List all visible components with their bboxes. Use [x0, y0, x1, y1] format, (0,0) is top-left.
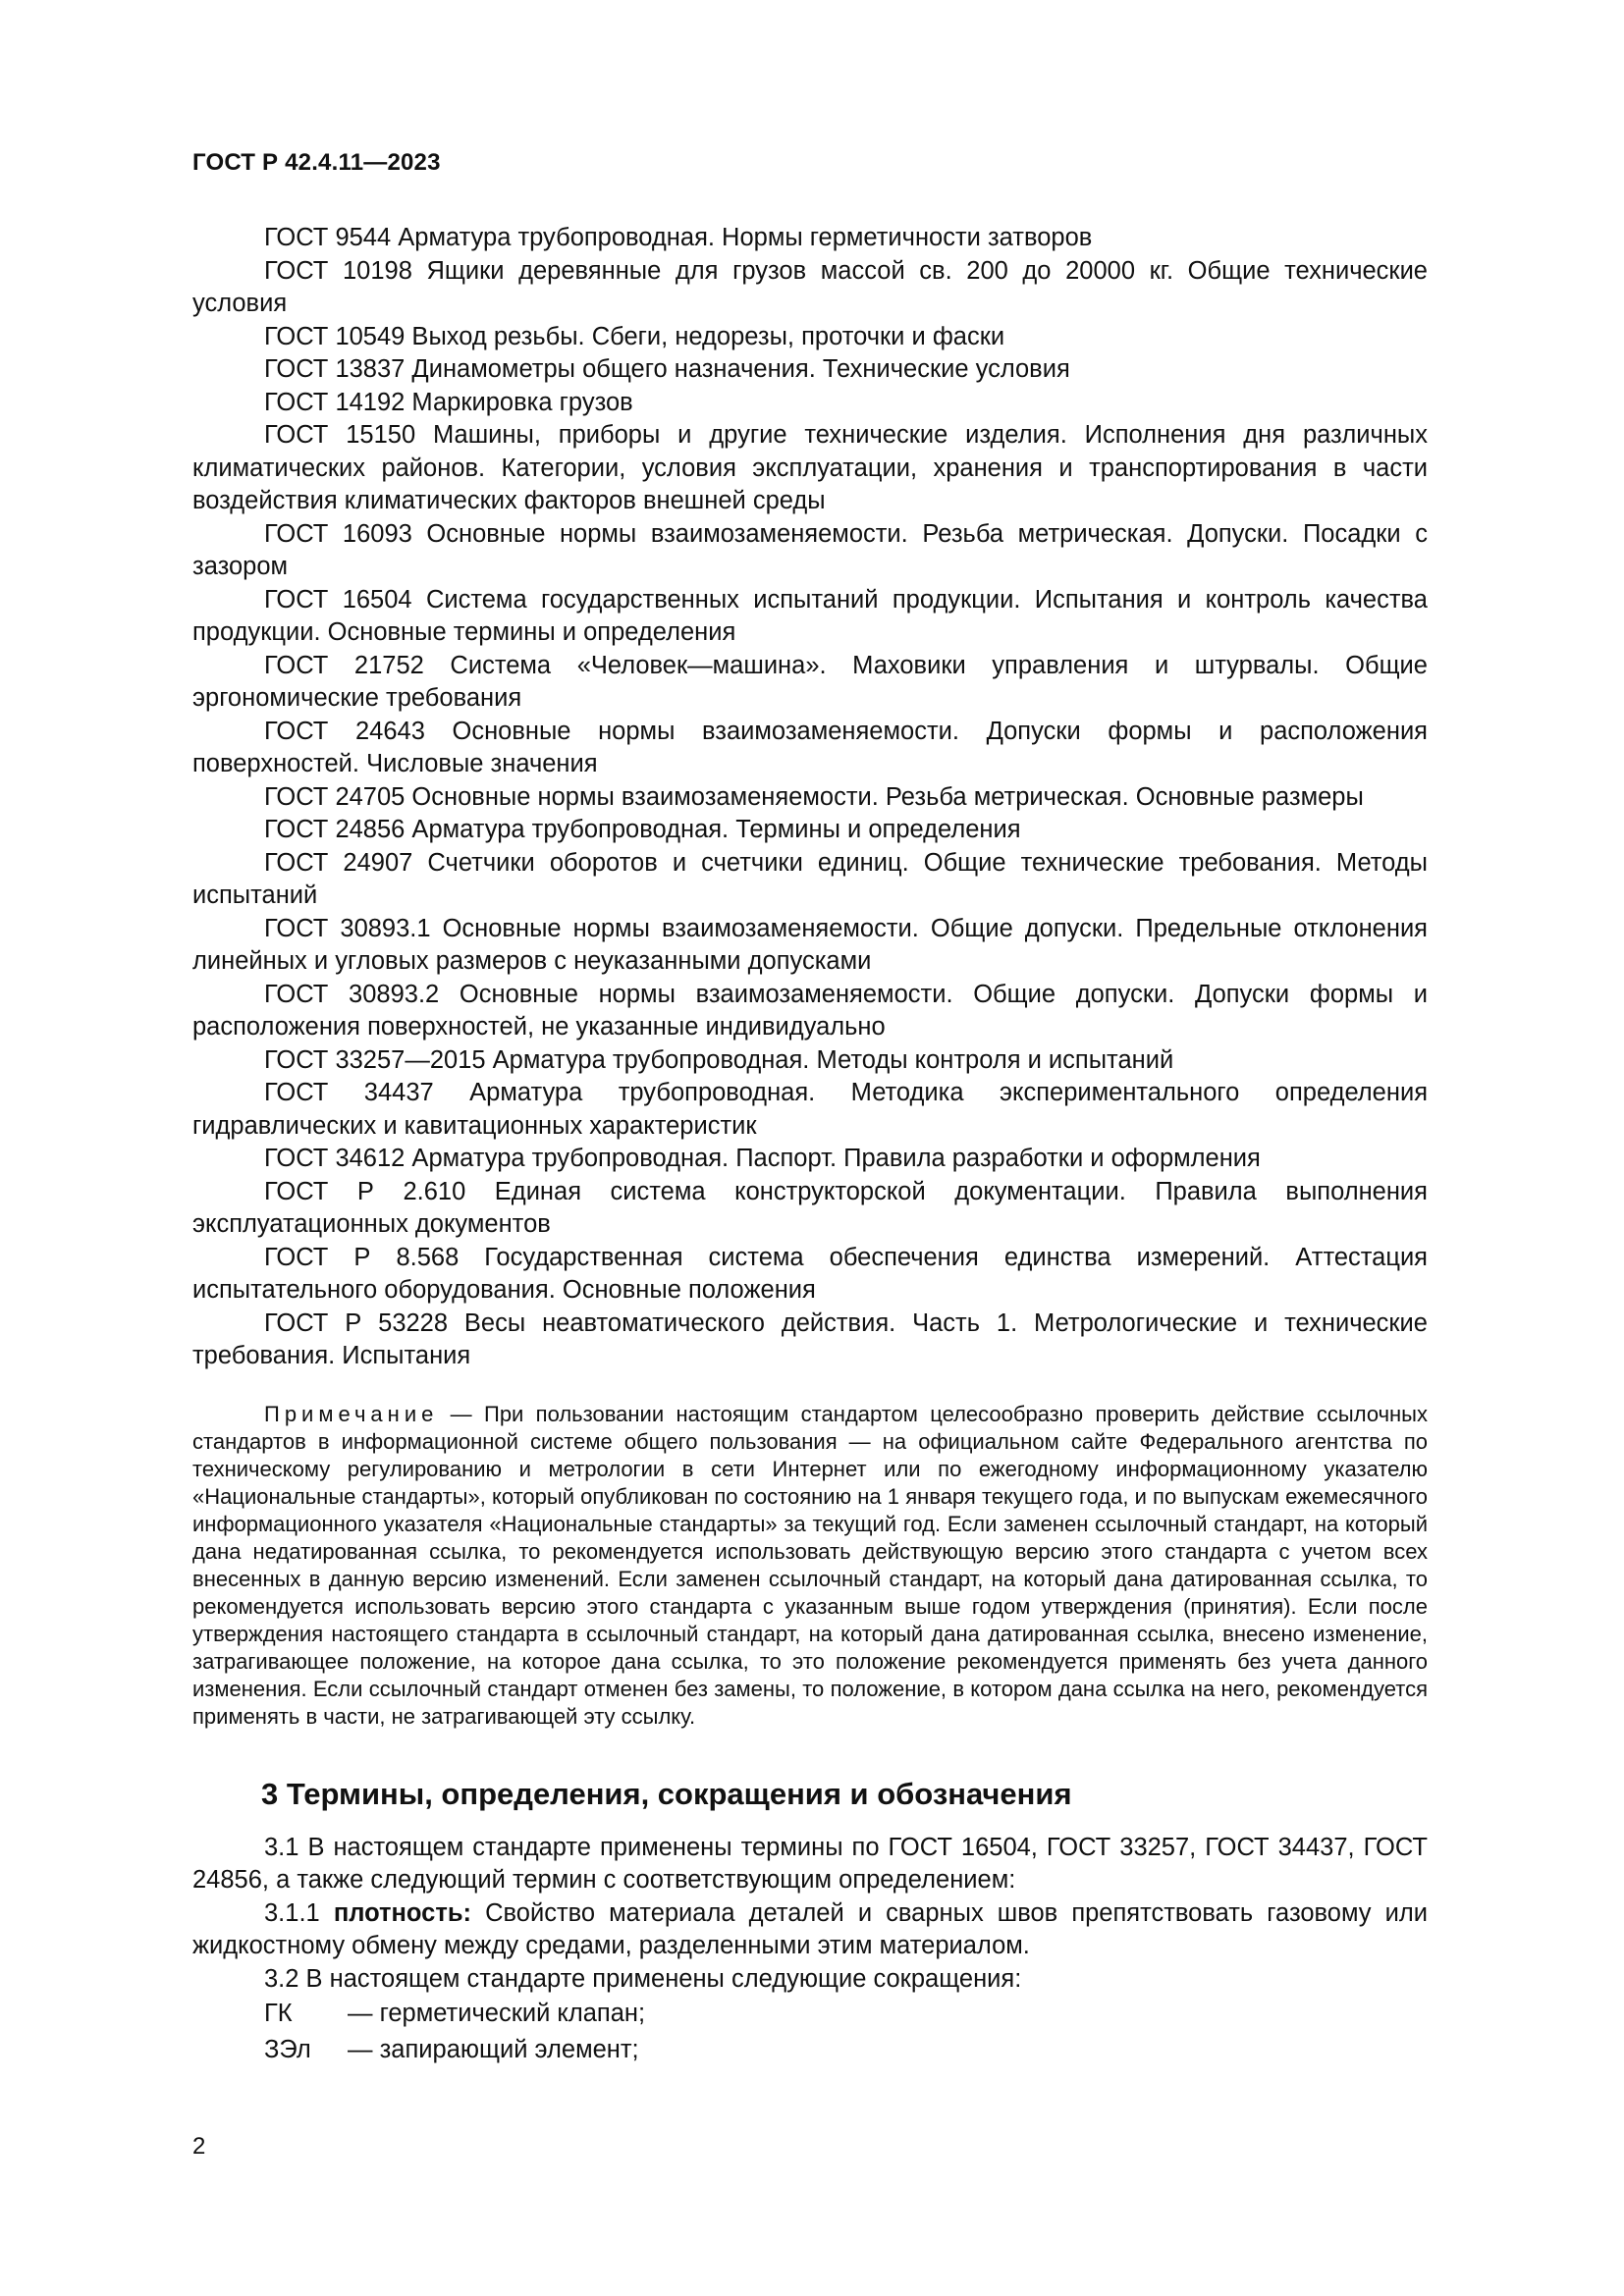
- document-header-id: ГОСТ Р 42.4.11—2023: [192, 149, 441, 176]
- term-density: плотность:: [333, 1898, 471, 1927]
- reference-item: ГОСТ Р 53228 Весы неавтоматического действия. Часть 1. Метрологические и технические требования. Испытания: [192, 1308, 1428, 1369]
- reference-item: ГОСТ 34437 Арматура трубопроводная. Методика экспериментального определения гидравлических и кавитационных характеристик: [192, 1079, 1428, 1140]
- references-note: [192, 1401, 1428, 1731]
- reference-item: ГОСТ 16093 Основные нормы взаимозаменяемости. Резьба метрическая. Допуски. Посадки с зазором: [192, 519, 1428, 580]
- reference-item: ГОСТ 30893.2 Основные нормы взаимозаменяемости. Общие допуски. Допуски формы и расположения поверхностей, не указанные индивидуально: [192, 980, 1428, 1041]
- page-number: 2: [192, 2133, 206, 2160]
- clause-3-1-1-number: 3.1.1: [264, 1898, 334, 1927]
- clause-3-2: 3.2 В настоящем стандарте применены следующие сокращения:: [264, 1964, 1022, 1993]
- normative-references-list: [192, 222, 1428, 1373]
- clause-3-1: 3.1 В настоящем стандарте применены термины по ГОСТ 16504, ГОСТ 33257, ГОСТ 34437, ГОСТ 24856, а также следующий термин с соответствующим определением:: [192, 1833, 1428, 1894]
- reference-item: ГОСТ 34612 Арматура трубопроводная. Паспорт. Правила разработки и оформления: [264, 1145, 1261, 1172]
- reference-item: ГОСТ 33257—2015 Арматура трубопроводная. Методы контроля и испытаний: [264, 1045, 1174, 1074]
- abbreviation-item: [192, 1996, 1428, 2032]
- term-density-definition: Свойство материала деталей и сварных швов препятствовать газовому или жидкостному обмену между средами, разделенными этим материалом.: [192, 1898, 1428, 1959]
- reference-item: ГОСТ Р 2.610 Единая система конструкторской документации. Правила выполнения эксплуатационных документов: [192, 1177, 1428, 1238]
- abbreviation-meaning: — герметический клапан;: [348, 2000, 646, 2027]
- reference-item: ГОСТ 9544 Арматура трубопроводная. Нормы герметичности затворов: [264, 224, 1093, 251]
- reference-item: ГОСТ 10198 Ящики деревянные для грузов массой св. 200 до 20000 кг. Общие технические условия: [192, 256, 1428, 317]
- reference-item: ГОСТ 24856 Арматура трубопроводная. Термины и определения: [264, 816, 1021, 843]
- abbreviation-meaning: — запирающий элемент;: [348, 2036, 639, 2063]
- reference-item: ГОСТ 24705 Основные нормы взаимозаменяемости. Резьба метрическая. Основные размеры: [264, 782, 1364, 811]
- section-3-heading: 3 Термины, определения, сокращения и обозначения: [261, 1776, 1072, 1811]
- reference-item: ГОСТ 24907 Счетчики оборотов и счетчики единиц. Общие технические требования. Методы испытаний: [192, 848, 1428, 909]
- reference-item: ГОСТ 15150 Машины, приборы и другие технические изделия. Исполнения дня различных климатических районов. Категории, условия эксплуатации, хранения и транспортирования в части воздействия климатических факторов внешней среды: [192, 421, 1428, 514]
- note-text: — При пользовании настоящим стандартом целесообразно проверить действие ссылочных стандартов в информационной системе общего пользования — на официальном сайте Федерального агентства по техническому регулированию и метрологии в сети Интернет или по ежегодному информационному указателю «Национальные стандарты», который опубликован по состоянию на 1 января текущего года, и по выпускам ежемесячного информационного указателя «Национальные стандарты» за текущий год. Если заменен ссылочный стандарт, на который дана недатированная ссылка, то рекомендуется использовать действующую версию этого стандарта с учетом всех внесенных в данную версию изменений. Если заменен ссылочный стандарт, на который дана датированная ссылка, то рекомендуется использовать версию этого стандарта с указанным выше годом утверждения (принятия). Если после утверждения настоящего стандарта в ссылочный стандарт, на который дана датированная ссылка, внесено изменение, затрагивающее положение, на которое дана ссылка, то это положение рекомендуется применять без учета данного изменения. Если ссылочный стандарт отменен без замены, то положение, в котором дана ссылка на него, рекомендуется применять в части, не затрагивающей эту ссылку.: [192, 1401, 1428, 1729]
- reference-item: ГОСТ 10549 Выход резьбы. Сбеги, недорезы, проточки и фаски: [264, 322, 1005, 350]
- reference-item: ГОСТ 30893.1 Основные нормы взаимозаменяемости. Общие допуски. Предельные отклонения линейных и угловых размеров с неуказанными допусками: [192, 914, 1428, 975]
- abbreviation-code: ЗЭл: [264, 2036, 311, 2063]
- note-label: Примечание: [264, 1401, 439, 1426]
- reference-item: ГОСТ 13837 Динамометры общего назначения. Технические условия: [264, 355, 1070, 383]
- abbreviation-code: ГК: [264, 2000, 293, 2027]
- abbreviations-list: [192, 1996, 1428, 2068]
- reference-item: ГОСТ 14192 Маркировка грузов: [264, 388, 633, 416]
- abbreviation-item: [192, 2032, 1428, 2068]
- clause-3-1-1: [192, 1897, 1428, 1963]
- reference-item: ГОСТ 21752 Система «Человек—машина». Маховики управления и штурвалы. Общие эргономические требования: [192, 651, 1428, 712]
- reference-item: ГОСТ 16504 Система государственных испытаний продукции. Испытания и контроль качества продукции. Основные термины и определения: [192, 585, 1428, 646]
- reference-item: ГОСТ 24643 Основные нормы взаимозаменяемости. Допуски формы и расположения поверхностей. Числовые значения: [192, 717, 1428, 777]
- reference-item: ГОСТ Р 8.568 Государственная система обеспечения единства измерений. Аттестация испытательного оборудования. Основные положения: [192, 1243, 1428, 1304]
- page-content: [192, 222, 1428, 2068]
- section-3-body: [192, 1832, 1428, 2069]
